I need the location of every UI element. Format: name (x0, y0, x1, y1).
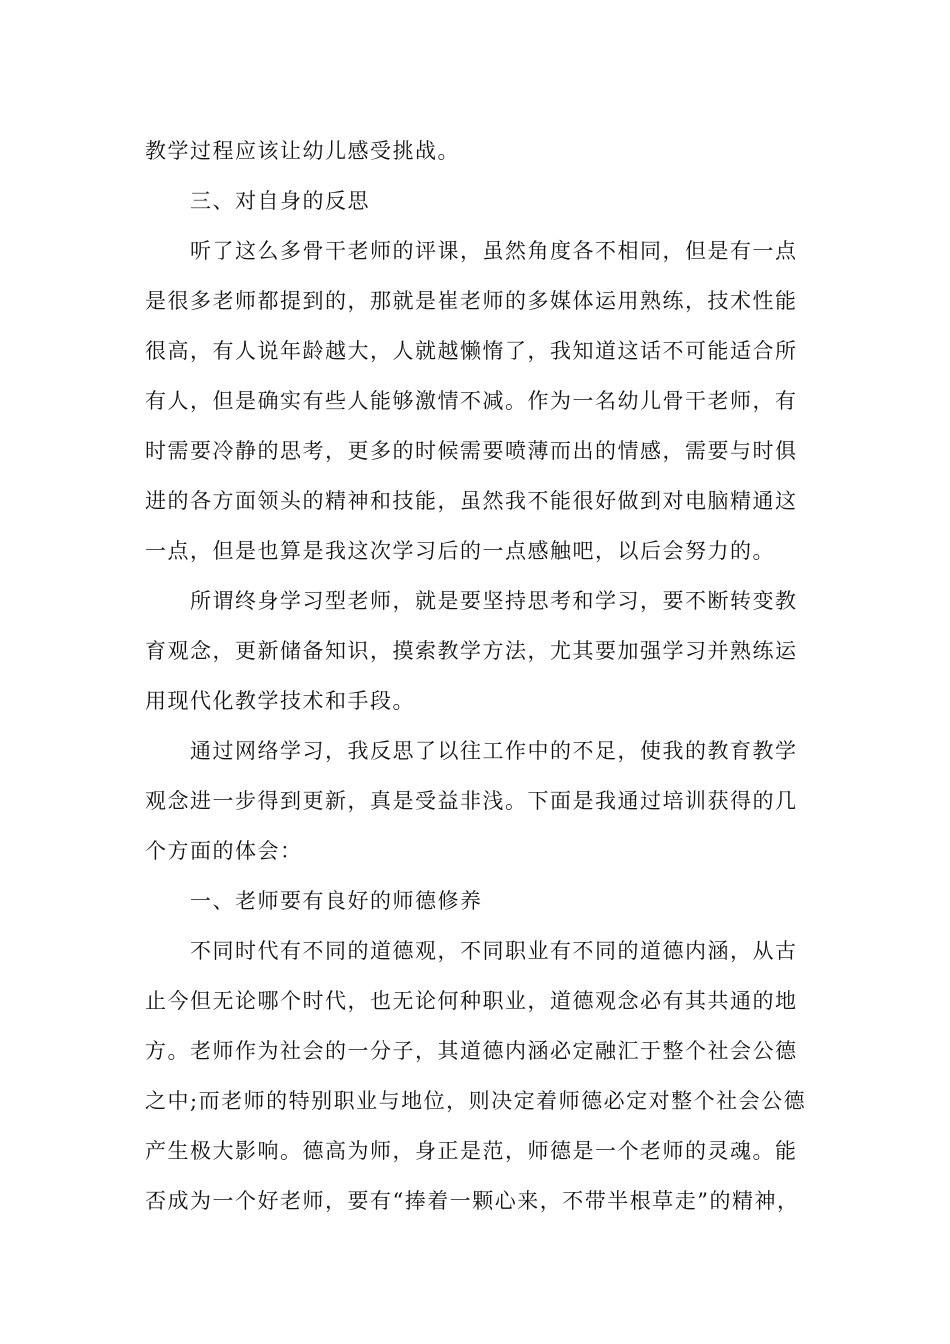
text-line: 用现代化教学技术和手段。 (145, 689, 415, 713)
section-heading: 一、老师要有良好的师德修养 (190, 889, 483, 913)
text-line: 通过网络学习，我反思了以往工作中的不足，使我的教育教学 (190, 739, 798, 763)
text-line: 听了这么多骨干老师的评课，虽然角度各不相同，但是有一点 (190, 239, 798, 263)
text-line: 育观念，更新储备知识，摸索教学方法，尤其要加强学习并熟练运 (145, 639, 798, 663)
text-line: 有人，但是确实有些人能够激情不减。作为一名幼儿骨干老师，有 (145, 389, 798, 413)
text-line: 不同时代有不同的道德观，不同职业有不同的道德内涵，从古 (190, 939, 798, 963)
text-line: 一点，但是也算是我这次学习后的一点感触吧，以后会努力的。 (145, 539, 775, 563)
text-line: 个方面的体会： (145, 839, 303, 863)
text-line: 之中;而老师的特别职业与地位，则决定着师德必定对整个社会公德 (145, 1089, 807, 1113)
text-line: 是很多老师都提到的，那就是崔老师的多媒体运用熟练，技术性能 (145, 289, 798, 313)
text-line: 所谓终身学习型老师，就是要坚持思考和学习，要不断转变教 (190, 589, 798, 613)
text-line: 很高，有人说年龄越大，人就越懒惰了，我知道这话不可能适合所 (145, 339, 798, 363)
text-line: 方。老师作为社会的一分子，其道德内涵必定融汇于整个社会公德 (145, 1039, 798, 1063)
text-line: 时需要冷静的思考，更多的时候需要喷薄而出的情感，需要与时俱 (145, 439, 798, 463)
text-line: 否成为一个好老师，要有“捧着一颗心来，不带半根草走”的精神， (145, 1189, 800, 1213)
text-line: 进的各方面领头的精神和技能，虽然我不能很好做到对电脑精通这 (145, 489, 798, 513)
text-line: 教学过程应该让幼儿感受挑战。 (145, 139, 460, 163)
text-line: 产生极大影响。德高为师，身正是范，师德是一个老师的灵魂。能 (145, 1139, 798, 1163)
section-heading: 三、对自身的反思 (190, 189, 370, 213)
text-line: 观念进一步得到更新，真是受益非浅。下面是我通过培训获得的几 (145, 789, 798, 813)
text-line: 止今但无论哪个时代，也无论何种职业，道德观念必有其共通的地 (145, 989, 798, 1013)
